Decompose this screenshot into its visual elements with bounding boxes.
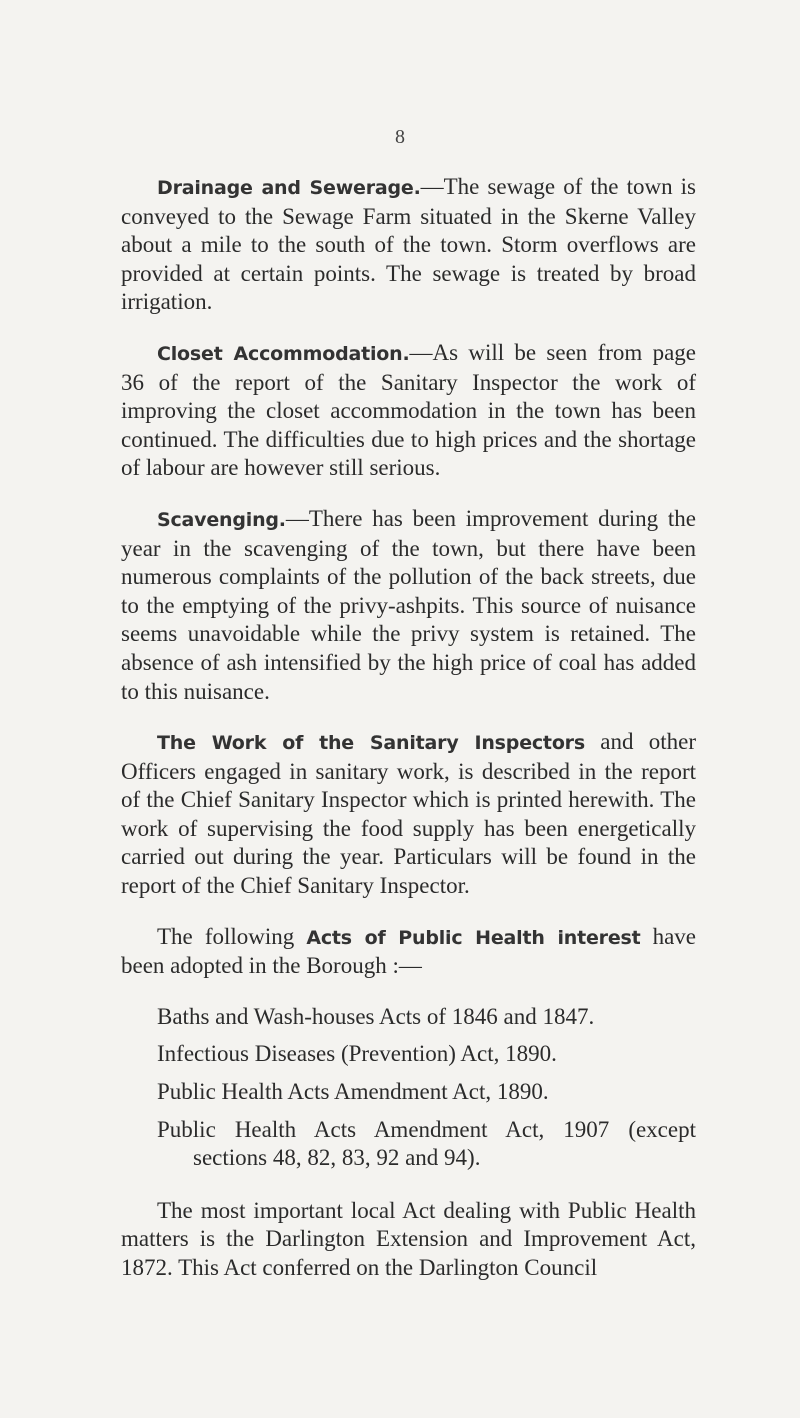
- closing-paragraph: The most important local Act dealing with Public Health matters is the Darlington Extension and Improvement Act, 1872. This Act conferred on the Darlington Council: [121, 1197, 696, 1280]
- closet-text: —As will be seen from page 36 of the report of the Sanitary Inspector the work of improving the closet accommodation in the town has been continued. The difficulties due to high prices and the shortage of labour are however still serious.: [121, 339, 697, 481]
- scavenging-text: —There has been improvement during the year in the scavenging of the town, but there have been numerous complaints of the pollution of the back streets, due to the emptying of the privy-ashpits. This source of nuisance seems unavoidable while the privy system is retained. The absence of ash intensified by the high price of coal has added to this nuisance.: [121, 505, 696, 704]
- page-body: [121, 173, 696, 1283]
- acts-intro-before: The following: [157, 923, 307, 949]
- act-item-4: Public Health Acts Amendment Act, 1907 (except sections 48, 82, 83, 92 and 94).: [157, 1116, 696, 1171]
- scavenging-paragraph: [121, 505, 696, 706]
- scavenging-heading: Scavenging.: [157, 508, 286, 531]
- act-item-2: Infectious Diseases (Prevention) Act, 1890.: [157, 1041, 557, 1067]
- inspectors-paragraph: [121, 728, 696, 901]
- inspectors-text: and other Officers engaged in sanitary work, is described in the report of the Chief Sanitary Inspector which is printed herewith. The work of supervising the food supply has been energetically carried out during the year. Particulars will be found in the report of the Chief Sanitary Inspector.: [121, 729, 696, 899]
- closet-paragraph: [121, 339, 696, 483]
- closet-heading: Closet Accommodation.: [157, 342, 410, 365]
- acts-heading: Acts of Public Health interest: [306, 926, 641, 949]
- act-item-3: Public Health Acts Amendment Act, 1890.: [157, 1079, 549, 1105]
- inspectors-heading: The Work of the Sanitary Inspectors: [157, 732, 585, 755]
- page-number: 8: [395, 126, 405, 148]
- act-item-1: Baths and Wash-houses Acts of 1846 and 1847.: [157, 1003, 595, 1029]
- acts-intro-paragraph: [121, 923, 696, 981]
- drainage-paragraph: [121, 173, 696, 317]
- drainage-text: —The sewage of the town is conveyed to the Sewage Farm situated in the Skerne Valley about a mile to the south of the town. Storm overflows are provided at certain points. The sewage is treated by broad irrigation.: [121, 174, 696, 315]
- drainage-heading: Drainage and Sewerage.: [157, 177, 421, 199]
- acts-intro-after: have been adopted in the Borough :—: [121, 923, 696, 979]
